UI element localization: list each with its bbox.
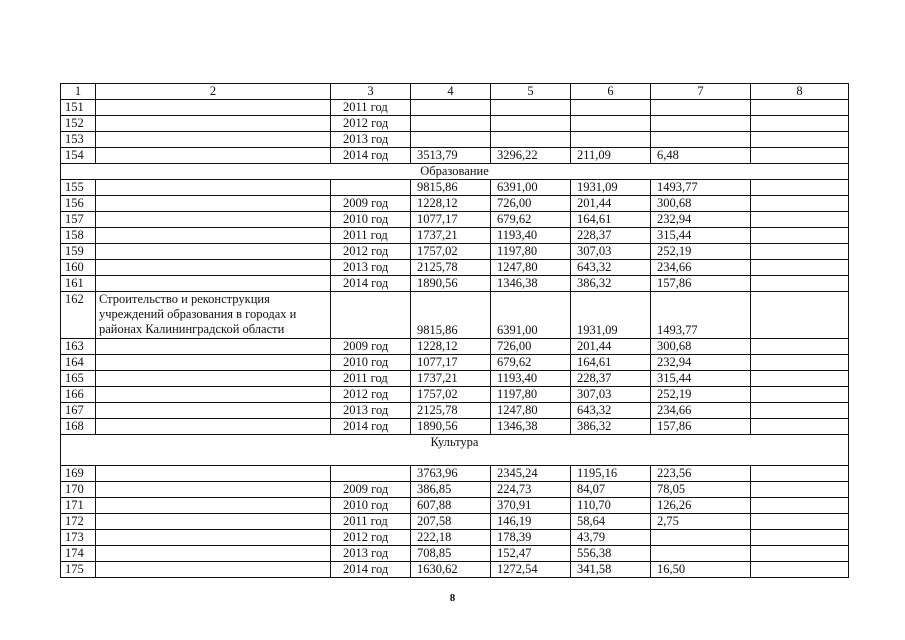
column-header: 1 [61, 84, 96, 100]
value-cell: 1247,80 [491, 260, 571, 276]
value-cell [411, 100, 491, 116]
table-row [61, 276, 849, 292]
section-row [61, 435, 849, 466]
row-number: 170 [61, 482, 96, 498]
table-row [61, 530, 849, 546]
table-row [61, 419, 849, 435]
row-year: 2010 год [331, 355, 411, 371]
value-cell: 556,38 [571, 546, 651, 562]
value-cell: 1193,40 [491, 228, 571, 244]
row-number: 171 [61, 498, 96, 514]
row-description [96, 403, 331, 419]
row-number: 166 [61, 387, 96, 403]
table-row [61, 132, 849, 148]
value-cell: 708,85 [411, 546, 491, 562]
table-row [61, 387, 849, 403]
row-description [96, 355, 331, 371]
value-cell [751, 514, 849, 530]
value-cell: 222,18 [411, 530, 491, 546]
value-cell: 1193,40 [491, 371, 571, 387]
value-cell: 2125,78 [411, 260, 491, 276]
table-row [61, 466, 849, 482]
value-cell [751, 292, 849, 339]
value-cell: 2125,78 [411, 403, 491, 419]
row-description [96, 116, 331, 132]
value-cell: 6391,00 [491, 180, 571, 196]
table-row [61, 546, 849, 562]
row-description [96, 276, 331, 292]
row-description [96, 546, 331, 562]
section-title: Образование [61, 164, 849, 180]
row-year: 2011 год [331, 100, 411, 116]
row-number: 164 [61, 355, 96, 371]
value-cell: 164,61 [571, 355, 651, 371]
value-cell: 252,19 [651, 244, 751, 260]
value-cell [751, 371, 849, 387]
value-cell: 228,37 [571, 371, 651, 387]
value-cell: 6391,00 [491, 292, 571, 339]
value-cell: 341,58 [571, 562, 651, 578]
value-cell: 224,73 [491, 482, 571, 498]
value-cell [751, 339, 849, 355]
value-cell: 643,32 [571, 403, 651, 419]
row-number: 173 [61, 530, 96, 546]
value-cell: 300,68 [651, 339, 751, 355]
row-description [96, 514, 331, 530]
row-number: 175 [61, 562, 96, 578]
value-cell [751, 387, 849, 403]
table-row [61, 260, 849, 276]
page-number: 8 [449, 592, 456, 604]
value-cell: 386,85 [411, 482, 491, 498]
value-cell [751, 482, 849, 498]
value-cell [751, 498, 849, 514]
table-row [61, 196, 849, 212]
value-cell: 58,64 [571, 514, 651, 530]
row-year: 2013 год [331, 132, 411, 148]
value-cell [491, 116, 571, 132]
column-header: 8 [751, 84, 849, 100]
column-header: 3 [331, 84, 411, 100]
row-number: 172 [61, 514, 96, 530]
row-number: 157 [61, 212, 96, 228]
row-description [96, 100, 331, 116]
row-year: 2014 год [331, 419, 411, 435]
row-description [96, 371, 331, 387]
value-cell: 9815,86 [411, 180, 491, 196]
row-number: 154 [61, 148, 96, 164]
value-cell: 1931,09 [571, 180, 651, 196]
value-cell: 1197,80 [491, 387, 571, 403]
row-description [96, 196, 331, 212]
row-number: 161 [61, 276, 96, 292]
value-cell: 228,37 [571, 228, 651, 244]
value-cell: 1931,09 [571, 292, 651, 339]
value-cell: 6,48 [651, 148, 751, 164]
row-year: 2011 год [331, 371, 411, 387]
table-row [61, 498, 849, 514]
value-cell: 643,32 [571, 260, 651, 276]
value-cell [491, 132, 571, 148]
value-cell: 1228,12 [411, 196, 491, 212]
value-cell [751, 260, 849, 276]
table-row [61, 292, 849, 339]
table-row [61, 371, 849, 387]
row-description [96, 498, 331, 514]
row-number: 156 [61, 196, 96, 212]
row-year: 2013 год [331, 546, 411, 562]
value-cell [751, 244, 849, 260]
row-year: 2014 год [331, 276, 411, 292]
value-cell [411, 132, 491, 148]
row-year [331, 466, 411, 482]
value-cell: 2,75 [651, 514, 751, 530]
value-cell: 1890,56 [411, 276, 491, 292]
value-cell: 2345,24 [491, 466, 571, 482]
value-cell: 300,68 [651, 196, 751, 212]
value-cell [571, 132, 651, 148]
value-cell [751, 100, 849, 116]
section-title: Культура [61, 435, 849, 466]
table-row [61, 116, 849, 132]
value-cell: 234,66 [651, 403, 751, 419]
value-cell: 315,44 [651, 228, 751, 244]
row-number: 151 [61, 100, 96, 116]
value-cell [751, 466, 849, 482]
value-cell: 207,58 [411, 514, 491, 530]
value-cell: 201,44 [571, 196, 651, 212]
column-header: 7 [651, 84, 751, 100]
value-cell: 16,50 [651, 562, 751, 578]
value-cell: 43,79 [571, 530, 651, 546]
value-cell: 232,94 [651, 355, 751, 371]
value-cell: 232,94 [651, 212, 751, 228]
row-number: 159 [61, 244, 96, 260]
value-cell [491, 100, 571, 116]
value-cell: 1228,12 [411, 339, 491, 355]
value-cell: 1195,16 [571, 466, 651, 482]
row-description [96, 530, 331, 546]
value-cell: 152,47 [491, 546, 571, 562]
value-cell: 3296,22 [491, 148, 571, 164]
value-cell [751, 148, 849, 164]
value-cell: 1757,02 [411, 244, 491, 260]
table-row [61, 244, 849, 260]
table-row [61, 148, 849, 164]
row-description [96, 228, 331, 244]
table-row [61, 212, 849, 228]
column-header: 2 [96, 84, 331, 100]
row-number: 165 [61, 371, 96, 387]
value-cell [751, 180, 849, 196]
value-cell: 1247,80 [491, 403, 571, 419]
row-description: Строительство и реконструкция учреждений образования в городах и районах Калининградской области [96, 292, 331, 339]
value-cell: 370,91 [491, 498, 571, 514]
row-number: 155 [61, 180, 96, 196]
value-cell: 157,86 [651, 276, 751, 292]
row-year: 2014 год [331, 562, 411, 578]
value-cell: 126,26 [651, 498, 751, 514]
value-cell: 9815,86 [411, 292, 491, 339]
value-cell [751, 562, 849, 578]
value-cell: 607,88 [411, 498, 491, 514]
row-number: 168 [61, 419, 96, 435]
value-cell [751, 116, 849, 132]
row-year: 2010 год [331, 498, 411, 514]
column-header: 6 [571, 84, 651, 100]
row-number: 167 [61, 403, 96, 419]
value-cell: 223,56 [651, 466, 751, 482]
table-row [61, 339, 849, 355]
value-cell [651, 530, 751, 546]
value-cell: 1077,17 [411, 355, 491, 371]
row-number: 158 [61, 228, 96, 244]
table-row [61, 482, 849, 498]
value-cell [751, 132, 849, 148]
value-cell [751, 212, 849, 228]
row-year: 2012 год [331, 530, 411, 546]
row-description [96, 212, 331, 228]
row-description [96, 148, 331, 164]
value-cell [751, 530, 849, 546]
value-cell: 1757,02 [411, 387, 491, 403]
value-cell: 1077,17 [411, 212, 491, 228]
value-cell: 157,86 [651, 419, 751, 435]
row-year: 2013 год [331, 403, 411, 419]
row-description [96, 387, 331, 403]
row-number: 152 [61, 116, 96, 132]
value-cell: 78,05 [651, 482, 751, 498]
row-description [96, 482, 331, 498]
row-description [96, 466, 331, 482]
value-cell: 201,44 [571, 339, 651, 355]
value-cell: 307,03 [571, 387, 651, 403]
value-cell: 3763,96 [411, 466, 491, 482]
row-number: 160 [61, 260, 96, 276]
table-row [61, 180, 849, 196]
row-year: 2009 год [331, 339, 411, 355]
table-row [61, 562, 849, 578]
value-cell: 307,03 [571, 244, 651, 260]
value-cell [651, 100, 751, 116]
value-cell: 1197,80 [491, 244, 571, 260]
value-cell: 3513,79 [411, 148, 491, 164]
value-cell: 386,32 [571, 276, 651, 292]
row-year: 2014 год [331, 148, 411, 164]
row-number: 174 [61, 546, 96, 562]
value-cell: 164,61 [571, 212, 651, 228]
row-year: 2011 год [331, 514, 411, 530]
column-header: 5 [491, 84, 571, 100]
value-cell: 1346,38 [491, 419, 571, 435]
row-year: 2010 год [331, 212, 411, 228]
value-cell: 679,62 [491, 212, 571, 228]
row-description [96, 419, 331, 435]
row-year: 2009 год [331, 482, 411, 498]
value-cell [571, 116, 651, 132]
value-cell: 146,19 [491, 514, 571, 530]
value-cell: 84,07 [571, 482, 651, 498]
value-cell: 1737,21 [411, 228, 491, 244]
row-year [331, 292, 411, 339]
row-number: 163 [61, 339, 96, 355]
row-year: 2009 год [331, 196, 411, 212]
value-cell: 386,32 [571, 419, 651, 435]
row-number: 169 [61, 466, 96, 482]
value-cell: 1346,38 [491, 276, 571, 292]
value-cell [751, 276, 849, 292]
value-cell [751, 228, 849, 244]
value-cell: 726,00 [491, 339, 571, 355]
budget-table [60, 83, 849, 578]
value-cell [571, 100, 651, 116]
header-row [61, 84, 849, 100]
table-row [61, 100, 849, 116]
section-row [61, 164, 849, 180]
row-year: 2013 год [331, 260, 411, 276]
row-year: 2012 год [331, 387, 411, 403]
row-number: 162 [61, 292, 96, 339]
value-cell [751, 355, 849, 371]
value-cell [751, 403, 849, 419]
table-row [61, 355, 849, 371]
value-cell: 1890,56 [411, 419, 491, 435]
table-row [61, 403, 849, 419]
row-year [331, 180, 411, 196]
value-cell [751, 419, 849, 435]
value-cell: 726,00 [491, 196, 571, 212]
value-cell [651, 116, 751, 132]
table-row [61, 514, 849, 530]
table-row [61, 228, 849, 244]
value-cell: 1493,77 [651, 292, 751, 339]
row-description [96, 180, 331, 196]
row-description [96, 132, 331, 148]
value-cell [751, 546, 849, 562]
row-description [96, 562, 331, 578]
value-cell: 211,09 [571, 148, 651, 164]
row-description [96, 339, 331, 355]
value-cell: 679,62 [491, 355, 571, 371]
value-cell: 315,44 [651, 371, 751, 387]
column-header: 4 [411, 84, 491, 100]
row-year: 2012 год [331, 244, 411, 260]
value-cell: 252,19 [651, 387, 751, 403]
value-cell: 1493,77 [651, 180, 751, 196]
value-cell: 1737,21 [411, 371, 491, 387]
row-number: 153 [61, 132, 96, 148]
value-cell: 1272,54 [491, 562, 571, 578]
row-year: 2011 год [331, 228, 411, 244]
value-cell: 178,39 [491, 530, 571, 546]
value-cell: 234,66 [651, 260, 751, 276]
value-cell [651, 132, 751, 148]
row-year: 2012 год [331, 116, 411, 132]
row-description [96, 260, 331, 276]
value-cell: 110,70 [571, 498, 651, 514]
row-description [96, 244, 331, 260]
value-cell [411, 116, 491, 132]
value-cell [751, 196, 849, 212]
value-cell: 1630,62 [411, 562, 491, 578]
value-cell [651, 546, 751, 562]
